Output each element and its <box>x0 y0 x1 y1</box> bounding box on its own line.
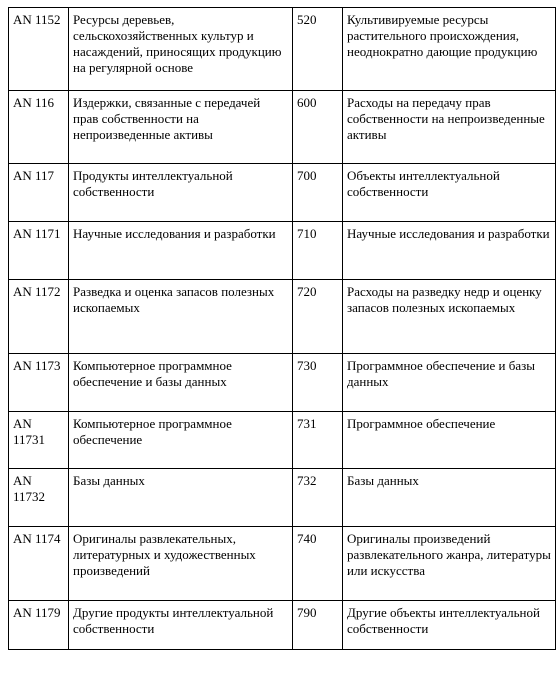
classification-table <box>8 7 556 650</box>
table-row <box>9 280 556 354</box>
code-cell: AN 1172 <box>9 280 69 354</box>
table-row <box>9 601 556 650</box>
description-cell: Другие объекты интеллектуальной собственности <box>343 601 556 650</box>
description-cell: Расходы на разведку недр и оценку запасов полезных ископаемых <box>343 280 556 354</box>
description-cell: Базы данных <box>343 469 556 527</box>
name-cell: Компьютерное программное обеспечение <box>69 412 293 469</box>
number-cell: 720 <box>293 280 343 354</box>
description-cell: Культивируемые ресурсы растительного происхождения, неоднократно дающие продукцию <box>343 8 556 91</box>
code-cell: AN 1174 <box>9 527 69 601</box>
number-cell: 730 <box>293 354 343 412</box>
number-cell: 520 <box>293 8 343 91</box>
description-cell: Программное обеспечение <box>343 412 556 469</box>
table-row <box>9 164 556 222</box>
name-cell: Научные исследования и разработки <box>69 222 293 280</box>
code-cell: AN 1173 <box>9 354 69 412</box>
description-cell: Научные исследования и разработки <box>343 222 556 280</box>
name-cell: Издержки, связанные с передачей прав собственности на непроизведенные активы <box>69 91 293 164</box>
table-row <box>9 469 556 527</box>
table-row <box>9 91 556 164</box>
description-cell: Расходы на передачу прав собственности на непроизведенные активы <box>343 91 556 164</box>
number-cell: 600 <box>293 91 343 164</box>
code-cell: AN 1152 <box>9 8 69 91</box>
name-cell: Продукты интеллектуальной собственности <box>69 164 293 222</box>
description-cell: Объекты интеллектуальной собственности <box>343 164 556 222</box>
number-cell: 732 <box>293 469 343 527</box>
name-cell: Ресурсы деревьев, сельскохозяйственных культур и насаждений, приносящих продукцию на регулярной основе <box>69 8 293 91</box>
table-row <box>9 8 556 91</box>
name-cell: Разведка и оценка запасов полезных ископаемых <box>69 280 293 354</box>
description-cell: Оригиналы произведений развлекательного жанра, литературы или искусства <box>343 527 556 601</box>
table-row <box>9 354 556 412</box>
table-row <box>9 527 556 601</box>
name-cell: Базы данных <box>69 469 293 527</box>
code-cell: AN 1179 <box>9 601 69 650</box>
code-cell: AN 117 <box>9 164 69 222</box>
code-cell: AN 116 <box>9 91 69 164</box>
name-cell: Другие продукты интеллектуальной собственности <box>69 601 293 650</box>
code-cell: AN 1171 <box>9 222 69 280</box>
number-cell: 700 <box>293 164 343 222</box>
number-cell: 731 <box>293 412 343 469</box>
name-cell: Компьютерное программное обеспечение и базы данных <box>69 354 293 412</box>
number-cell: 790 <box>293 601 343 650</box>
table-row <box>9 412 556 469</box>
number-cell: 740 <box>293 527 343 601</box>
table-row <box>9 222 556 280</box>
name-cell: Оригиналы развлекательных, литературных и художественных произведений <box>69 527 293 601</box>
number-cell: 710 <box>293 222 343 280</box>
table-body <box>9 8 556 650</box>
description-cell: Программное обеспечение и базы данных <box>343 354 556 412</box>
code-cell: AN 11732 <box>9 469 69 527</box>
code-cell: AN 11731 <box>9 412 69 469</box>
